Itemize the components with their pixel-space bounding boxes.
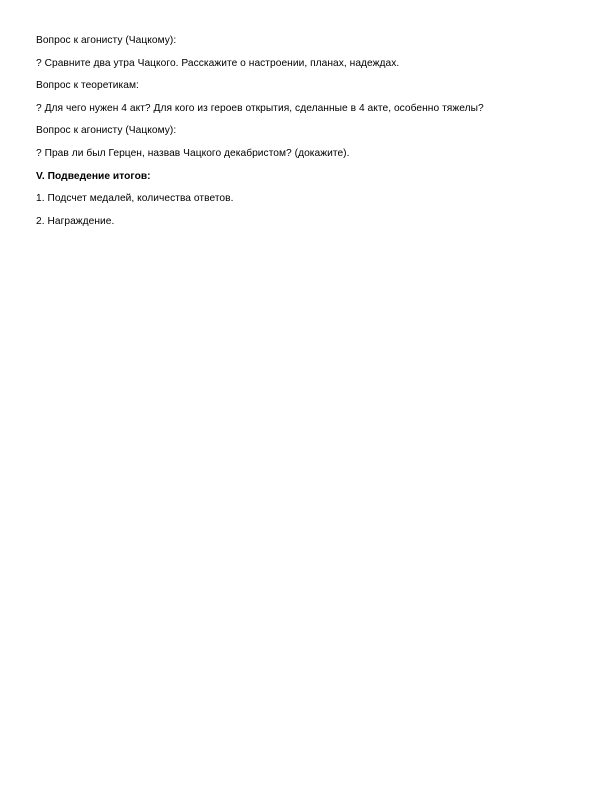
section-summary-heading: V. Подведение итогов: [36,170,151,182]
question-theorists-heading: Вопрос к теоретикам: [36,80,139,92]
document-body [36,34,576,237]
summary-item-awarding: 2. Награждение. [36,215,115,227]
question-herzen-decembrist: ? Прав ли был Герцен, назвав Чацкого декабристом? (докажите). [36,147,350,159]
question-two-mornings: ? Сравните два утра Чацкого. Расскажите о настроении, планах, надеждах. [36,57,400,69]
question-agonist-heading: Вопрос к агонисту (Чацкому): [36,35,177,46]
question-fourth-act: ? Для чего нужен 4 акт? Для кого из героев открытия, сделанные в 4 акте, особенно тяжелы? [36,102,484,114]
question-agonist-heading-2: Вопрос к агонисту (Чацкому): [36,125,177,137]
summary-item-medal-count: 1. Подсчет медалей, количества ответов. [36,193,234,205]
